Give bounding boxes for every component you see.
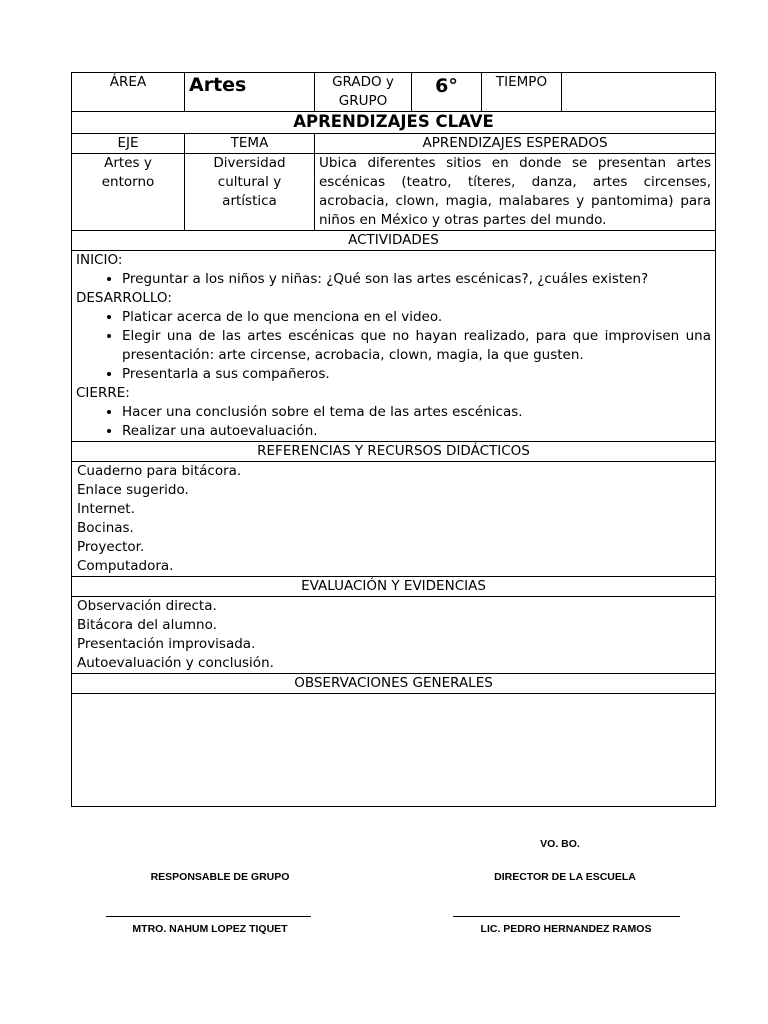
aprendizajes-content-row	[72, 154, 716, 231]
grado-label-line-2: GRUPO	[338, 93, 388, 109]
desarrollo-list	[76, 308, 711, 384]
actividades-cell	[72, 251, 716, 442]
cierre-label: CIERRE:	[76, 385, 130, 401]
observaciones-cell	[72, 694, 716, 807]
right-name: LIC. PEDRO HERNANDEZ RAMOS	[480, 923, 652, 935]
list-item: • Presentarla a sus compañeros.	[122, 365, 711, 384]
referencias-title: REFERENCIAS Y RECURSOS DIDÁCTICOS	[72, 442, 716, 462]
tiempo-value	[562, 73, 716, 112]
list-item: Autoevaluación y conclusión.	[77, 655, 274, 671]
list-item: Proyector.	[77, 539, 145, 555]
list-item: Bitácora del alumno.	[77, 617, 217, 633]
evaluacion-cell	[72, 597, 716, 674]
lesson-plan-table	[71, 72, 716, 807]
header-row	[72, 73, 716, 112]
cierre-list	[76, 403, 711, 441]
list-item: Cuaderno para bitácora.	[77, 463, 242, 479]
observaciones-title: OBSERVACIONES GENERALES	[72, 674, 716, 694]
list-item: Presentación improvisada.	[77, 636, 256, 652]
list-item: Observación directa.	[77, 598, 217, 614]
tema-line-1: Diversidad	[213, 155, 286, 171]
vobo-label: VO. BO.	[540, 838, 580, 850]
inicio-label: INICIO:	[76, 252, 123, 268]
list-item: Internet.	[77, 501, 135, 517]
list-item: Computadora.	[77, 558, 174, 574]
tema-line-2: cultural y	[217, 174, 282, 190]
tema-line-3: artística	[222, 193, 277, 209]
eje-line-2: entorno	[101, 174, 155, 190]
area-value: Artes	[185, 73, 315, 112]
left-signature-line	[106, 916, 311, 917]
list-item: • Elegir una de las artes escénicas que no hayan realizado, para que improvisen una presentación: arte circense, acrobacia, clown, magia, la que gusten.	[122, 327, 711, 365]
col-tema: TEMA	[185, 134, 315, 154]
tiempo-label: TIEMPO	[482, 73, 562, 112]
esperados-cell: Ubica diferentes sitios en donde se presentan artes escénicas (teatro, títeres, danza, artes circenses, acrobacia, clown, magia, malabares y pantomima) para niños en México y otras partes del mundo.	[315, 154, 716, 231]
grado-label-line-1: GRADO y	[332, 74, 394, 90]
right-role: DIRECTOR DE LA ESCUELA	[494, 871, 636, 883]
list-item: • Platicar acerca de lo que menciona en el video.	[122, 308, 711, 327]
actividades-title: ACTIVIDADES	[72, 231, 716, 251]
left-role: RESPONSABLE DE GRUPO	[150, 871, 290, 883]
desarrollo-label: DESARROLLO:	[76, 290, 172, 306]
grado-value: 6°	[412, 73, 482, 112]
tema-cell	[185, 154, 315, 231]
eje-line-1: Artes y	[104, 155, 152, 171]
aprendizajes-header-row	[72, 134, 716, 154]
right-signature-line	[453, 916, 680, 917]
evaluacion-title: EVALUACIÓN Y EVIDENCIAS	[72, 577, 716, 597]
eje-cell	[72, 154, 185, 231]
list-item: • Hacer una conclusión sobre el tema de las artes escénicas.	[122, 403, 711, 422]
col-eje: EJE	[72, 134, 185, 154]
col-esperados: APRENDIZAJES ESPERADOS	[315, 134, 716, 154]
area-label: ÁREA	[72, 73, 185, 112]
referencias-cell	[72, 462, 716, 577]
aprendizajes-title: APRENDIZAJES CLAVE	[72, 112, 716, 134]
left-name: MTRO. NAHUM LOPEZ TIQUET	[132, 923, 288, 935]
grado-label	[315, 73, 412, 112]
list-item: Enlace sugerido.	[77, 482, 189, 498]
inicio-list	[76, 270, 711, 289]
list-item: Bocinas.	[77, 520, 134, 536]
list-item: • Realizar una autoevaluación.	[122, 422, 711, 441]
list-item: • Preguntar a los niños y niñas: ¿Qué son las artes escénicas?, ¿cuáles existen?	[122, 270, 711, 289]
